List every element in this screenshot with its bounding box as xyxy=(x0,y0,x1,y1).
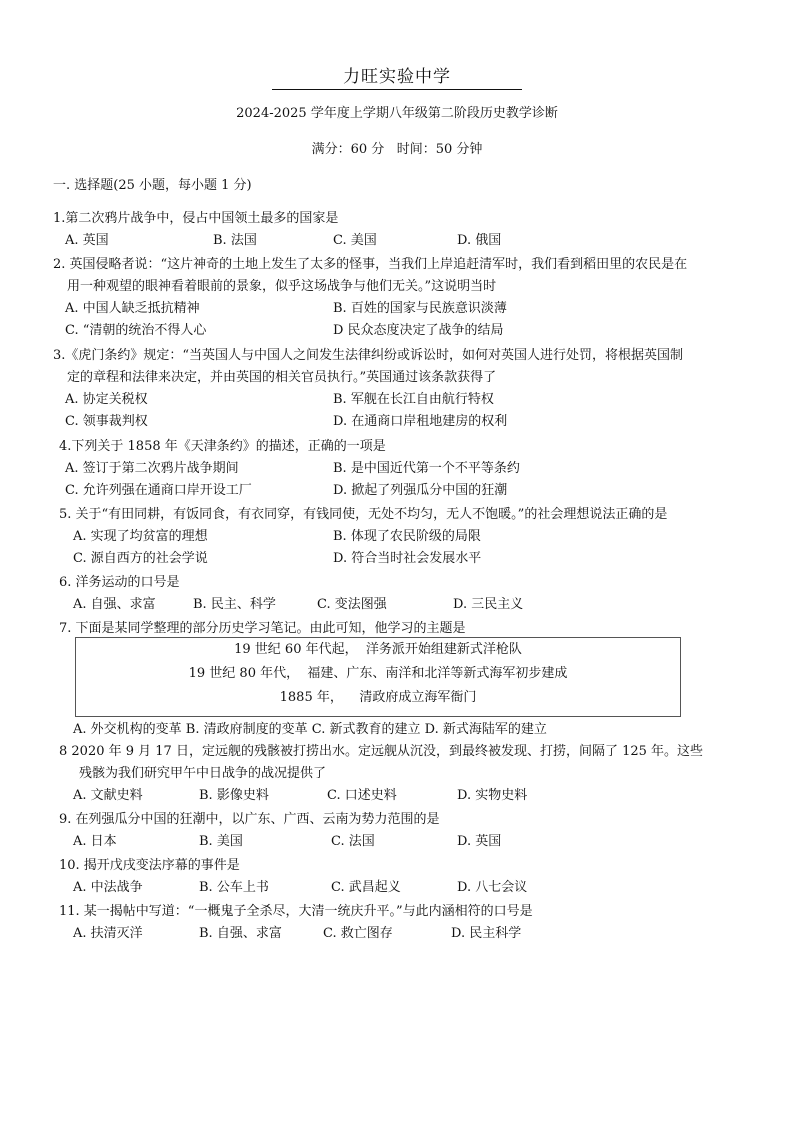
question-stem-cont: 定的章程和法律来决定，并由英国的相关官员执行。”英国通过该条款获得了 xyxy=(67,370,497,385)
question-stem: 9. 在列强瓜分中国的狂潮中，以广东、广西、云南为势力范围的是 xyxy=(59,812,440,827)
question-options xyxy=(59,594,524,616)
question-options xyxy=(59,923,533,945)
option-a[interactable]: A. 文献史料 xyxy=(73,788,143,803)
option-c[interactable]: C. 源自西方的社会学说 xyxy=(73,551,208,566)
question-options xyxy=(59,480,508,502)
option-c[interactable]: C. “清朝的统治不得人心 xyxy=(65,323,207,338)
option-b[interactable]: B. 体现了农民阶级的局限 xyxy=(333,529,481,544)
option-d[interactable]: D. 符合当时社会发展水平 xyxy=(333,551,482,566)
option-c[interactable]: C. 允许列强在通商口岸开设工厂 xyxy=(65,483,252,498)
question-stem: 1.第二次鸦片战争中，侵占中国领土最多的国家是 xyxy=(53,211,339,226)
question-options xyxy=(53,230,502,252)
question-11 xyxy=(59,901,533,945)
question-options xyxy=(59,831,502,853)
note-line: 19 世纪 60 年代起， 洋务派开始组建新式洋枪队 xyxy=(234,642,522,657)
option-c[interactable]: C. 口述史料 xyxy=(327,788,397,803)
option-a[interactable]: A. 签订于第二次鸦片战争期间 xyxy=(65,461,239,476)
question-stem: 5. 关于“有田同耕，有饭同食，有衣同穿，有钱同使，无处不均匀，无人不饱暖。”的社会理想说法正确的是 xyxy=(59,507,668,522)
option-b[interactable]: B. 自强、求富 xyxy=(199,926,282,941)
question-stem: 8 2020 年 9 月 17 日，定远舰的残骸被打捞出水。定远舰从沉没，到最终被发现、打捞，间隔了 125 年。这些 xyxy=(59,744,704,759)
question-9 xyxy=(59,809,502,853)
question-10 xyxy=(59,855,528,899)
question-options xyxy=(53,320,687,342)
question-stem-cont: 用一种观望的眼神看着眼前的景象，似乎这场战争与他们无关。”这说明当时 xyxy=(67,279,497,294)
question-stem: 7. 下面是某同学整理的部分历史学习笔记。由此可知，他学习的主题是 xyxy=(59,621,466,636)
option-c[interactable]: C. 领事裁判权 xyxy=(65,414,148,429)
option-d[interactable]: D. 俄国 xyxy=(457,233,502,248)
question-stem: 3.《虎门条约》规定：“当英国人与中国人之间发生法律纠纷或诉讼时，如何对英国人进行处罚，将根据英国制 xyxy=(53,348,684,363)
question-stem: 4.下列关于 1858 年《天津条约》的描述，正确的一项是 xyxy=(59,439,386,454)
school-name: 力旺实验中学 xyxy=(272,66,522,90)
option-b[interactable]: B. 法国 xyxy=(213,233,257,248)
note-line: 1885 年， 清政府成立海军衙门 xyxy=(279,690,477,705)
question-stem: 10. 揭开戊戌变法序幕的事件是 xyxy=(59,858,240,873)
option-c[interactable]: C. 美国 xyxy=(333,233,377,248)
option-c[interactable]: C. 武昌起义 xyxy=(331,880,401,895)
option-c[interactable]: C. 救亡图存 xyxy=(323,926,393,941)
question-2 xyxy=(53,254,687,342)
option-a[interactable]: A. 实现了均贫富的理想 xyxy=(73,529,208,544)
question-options xyxy=(59,877,528,899)
option-b[interactable]: B. 百姓的国家与民族意识淡薄 xyxy=(333,301,507,316)
question-options xyxy=(53,411,683,433)
option-b[interactable]: B. 美国 xyxy=(199,834,243,849)
option-b[interactable]: B. 军舰在长江自由航行特权 xyxy=(333,392,494,407)
question-stem: 11. 某一揭帖中写道：“一概鬼子全杀尽，大清一统庆升平。”与此内涵相符的口号是 xyxy=(59,904,533,919)
question-options xyxy=(59,526,667,548)
option-d[interactable]: D. 民主科学 xyxy=(451,926,522,941)
option-a[interactable]: A. 中法战争 xyxy=(73,880,143,895)
option-c[interactable]: C. 变法图强 xyxy=(317,597,387,612)
option-b[interactable]: B. 影像史料 xyxy=(199,788,269,803)
exam-title: 2024-2025 学年度上学期八年级第二阶段历史教学诊断 xyxy=(236,106,558,121)
question-stem: 6. 洋务运动的口号是 xyxy=(59,575,180,590)
question-options xyxy=(53,389,683,411)
option-d[interactable]: D. 英国 xyxy=(457,834,502,849)
question-1 xyxy=(53,208,502,252)
option-a[interactable]: A. 自强、求富 xyxy=(73,597,156,612)
section-heading: 一. 选择题(25 小题，每小题 1 分) xyxy=(53,178,252,193)
option-a[interactable]: A. 协定关税权 xyxy=(65,392,148,407)
question-8 xyxy=(59,741,703,807)
question-options xyxy=(59,458,520,480)
option-d[interactable]: D. 三民主义 xyxy=(453,597,524,612)
question-options xyxy=(59,548,667,570)
option-a[interactable]: A. 扶清灭洋 xyxy=(73,926,143,941)
question-stem: 2. 英国侵略者说：“这片神奇的土地上发生了太多的怪事，当我们上岸追赶清军时，我们看到稻田里的农民是在 xyxy=(53,257,688,272)
option-d[interactable]: D 民众态度决定了战争的结局 xyxy=(333,323,504,338)
option-b[interactable]: B. 民主、科学 xyxy=(193,597,276,612)
option-d[interactable]: D. 实物史料 xyxy=(457,788,528,803)
study-notes-box xyxy=(75,637,681,717)
option-line[interactable]: A. 外交机构的变革 B. 清政府制度的变革 C. 新式教育的建立 D. 新式海陆军的建立 xyxy=(73,722,547,737)
option-a[interactable]: A. 日本 xyxy=(73,834,117,849)
option-b[interactable]: B. 是中国近代第一个不平等条约 xyxy=(333,461,520,476)
option-a[interactable]: A. 中国人缺乏抵抗精神 xyxy=(65,301,200,316)
question-4 xyxy=(59,436,520,502)
question-options xyxy=(59,785,703,807)
note-line: 19 世纪 80 年代， 福建、广东、南洋和北洋等新式海军初步建成 xyxy=(188,666,568,681)
option-b[interactable]: B. 公车上书 xyxy=(199,880,269,895)
option-c[interactable]: C. 法国 xyxy=(331,834,375,849)
exam-info: 满分：60 分 时间：50 分钟 xyxy=(311,142,483,157)
question-5 xyxy=(59,504,667,570)
question-6 xyxy=(59,572,524,616)
question-options xyxy=(53,298,687,320)
option-d[interactable]: D. 在通商口岸租地建房的权利 xyxy=(333,414,508,429)
option-a[interactable]: A. 英国 xyxy=(65,233,109,248)
question-7-options xyxy=(73,719,547,741)
question-3 xyxy=(53,345,683,433)
option-d[interactable]: D. 八七会议 xyxy=(457,880,528,895)
option-d[interactable]: D. 掀起了列强瓜分中国的狂潮 xyxy=(333,483,508,498)
question-stem-cont: 残骸为我们研究甲午中日战争的战况提供了 xyxy=(79,766,327,781)
